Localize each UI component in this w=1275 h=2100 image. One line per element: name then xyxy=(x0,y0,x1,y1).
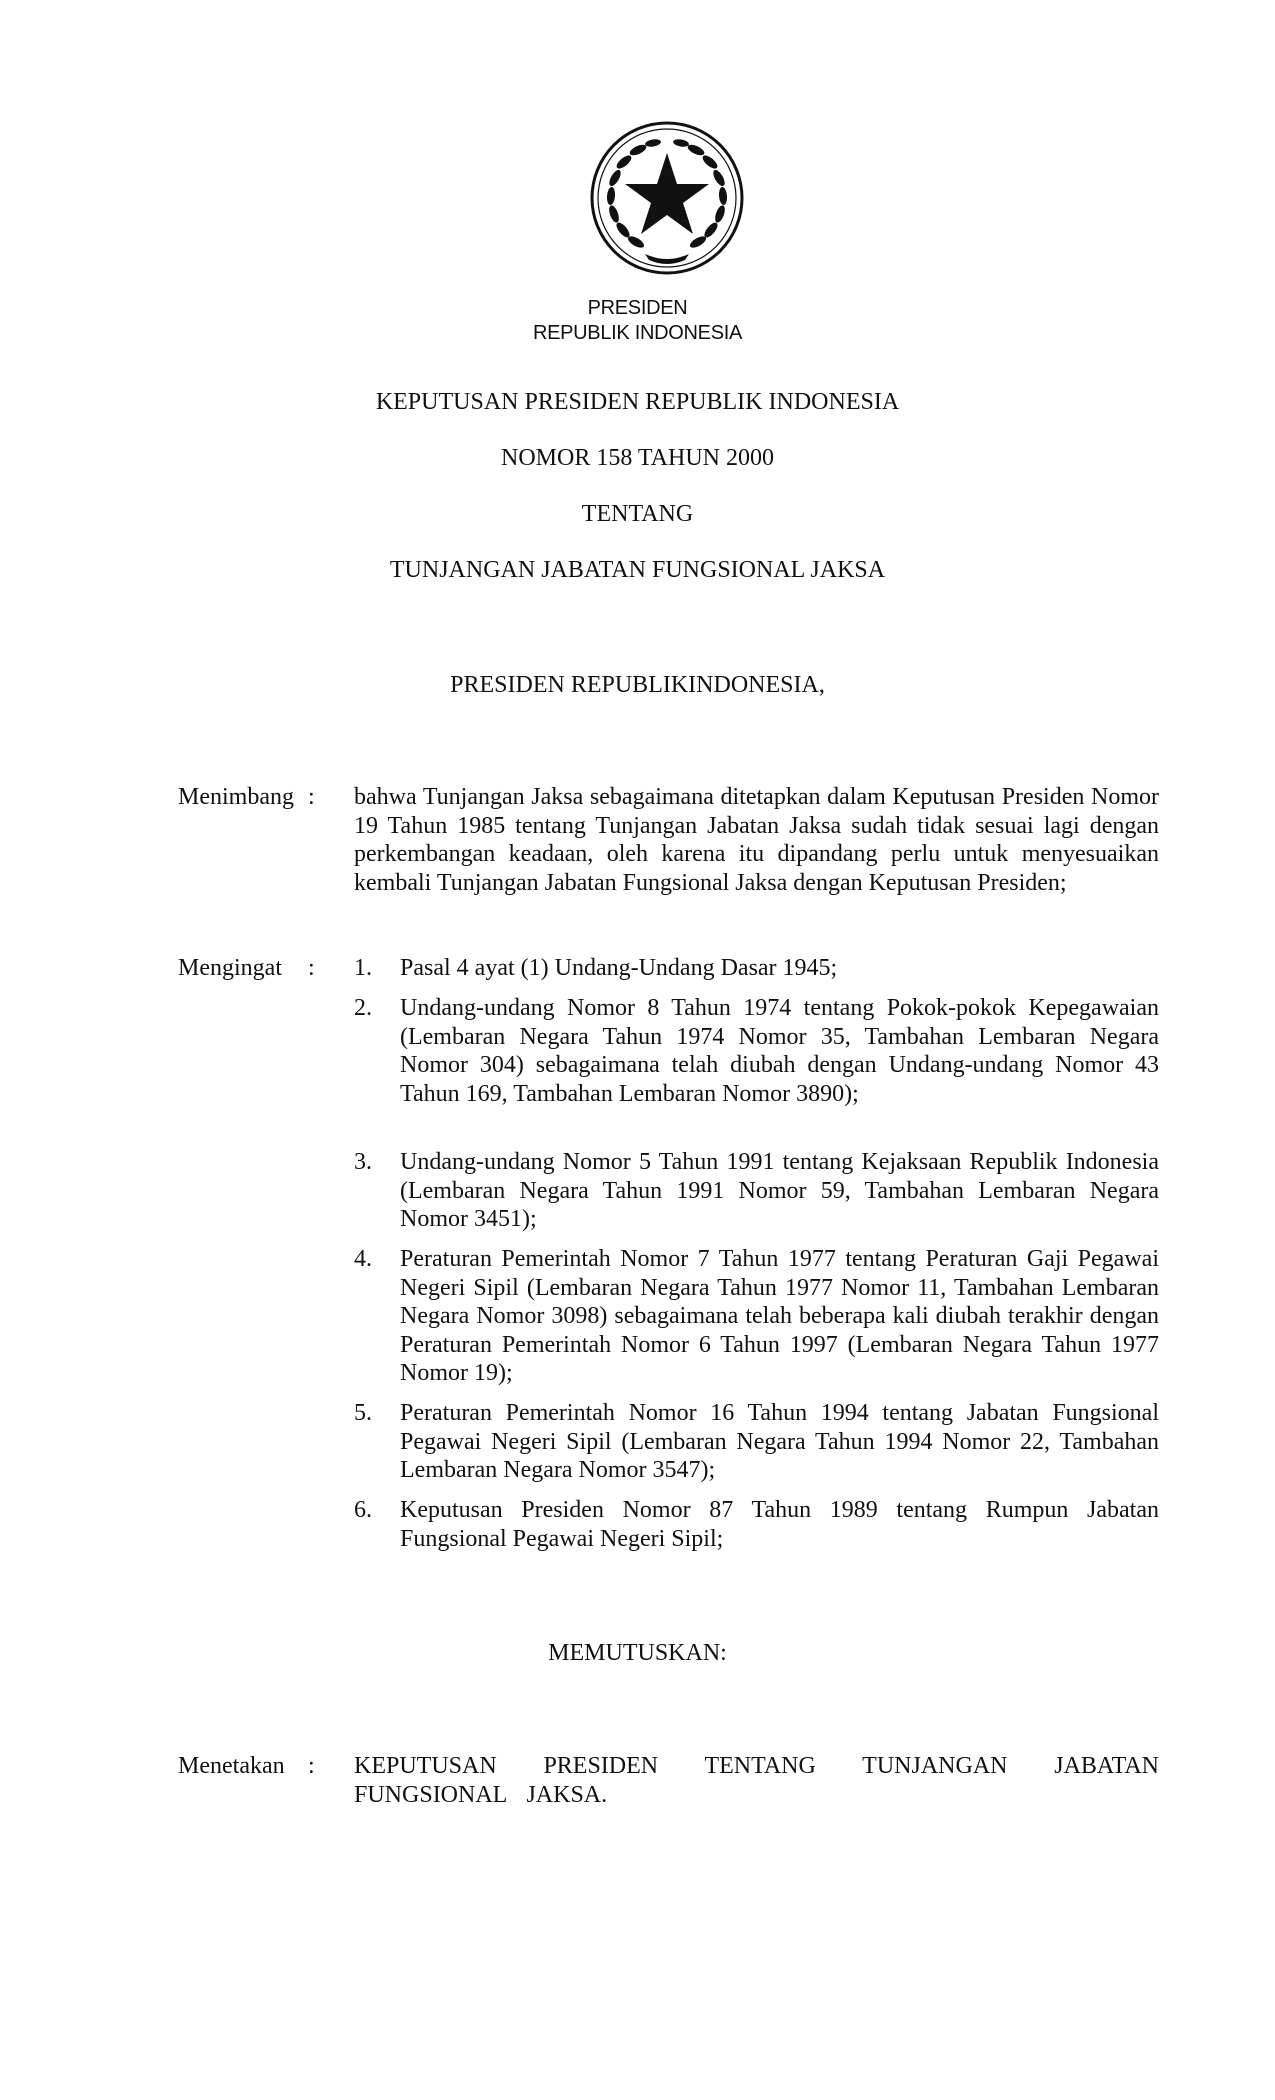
decree-number: NOMOR 158 TAHUN 2000 xyxy=(501,445,774,471)
emblem-caption-presiden: PRESIDEN xyxy=(587,297,688,319)
menetapkan-colon: : xyxy=(308,1753,315,1779)
mengingat-item-text: Pasal 4 ayat (1) Undang-Undang Dasar 1945; xyxy=(400,955,838,981)
mengingat-item-2 xyxy=(354,994,1159,1108)
mengingat-item-text: Peraturan Pemerintah Nomor 16 Tahun 1994 tentang Jabatan Fungsional Pegawai Negeri Sipil (Lembaran Negara Tahun 1994 Nomor 22, Tambahan Lembaran Negara Nomor 3547); xyxy=(400,1400,1159,1483)
mengingat-item-text: Undang-undang Nomor 5 Tahun 1991 tentang Kejaksaan Republik Indonesia (Lembaran Negara Tahun 1991 Nomor 59, Tambahan Lembaran Negara Nomor 3451); xyxy=(400,1149,1159,1232)
menimbang-label: Menimbang xyxy=(178,784,294,810)
menimbang-text: bahwa Tunjangan Jaksa sebagaimana ditetapkan dalam Keputusan Presiden Nomor 19 Tahun 1985 tentang Tunjangan Jabatan Jaksa sudah tidak sesuai lagi dengan perkembangan keadaan, oleh karena itu dipandang perlu untuk menyesuaikan kembali Tunjangan Jabatan Fungsional Jaksa dengan Keputusan Presiden; xyxy=(354,784,1159,896)
memutuskan-heading: MEMUTUSKAN: xyxy=(548,1640,727,1666)
mengingat-item-number: 4. xyxy=(354,1246,372,1272)
mengingat-item-1 xyxy=(354,954,1159,983)
mengingat-colon: : xyxy=(308,955,315,981)
emblem-caption-republik: REPUBLIK INDONESIA xyxy=(532,322,743,344)
presidential-emblem-icon xyxy=(587,118,747,278)
menetapkan-text: KEPUTUSAN PRESIDEN TENTANG TUNJANGAN JABATAN FUNGSIONAL JAKSA. xyxy=(354,1753,1159,1808)
menimbang-colon: : xyxy=(308,784,315,810)
decree-title: KEPUTUSAN PRESIDEN REPUBLIK INDONESIA xyxy=(375,389,900,415)
mengingat-item-6 xyxy=(354,1496,1159,1553)
mengingat-item-text: Undang-undang Nomor 8 Tahun 1974 tentang Pokok-pokok Kepegawaian (Lembaran Negara Tahun 1974 Nomor 35, Tambahan Lembaran Negara Nomor 304) sebagaimana telah diubah dengan Undang-undang Nomor 43 Tahun 169, Tambahan Lembaran Nomor 3890); xyxy=(400,995,1159,1107)
mengingat-item-number: 2. xyxy=(354,995,372,1021)
mengingat-item-text: Peraturan Pemerintah Nomor 7 Tahun 1977 tentang Peraturan Gaji Pegawai Negeri Sipil (Lembaran Negara Tahun 1977 Nomor 11, Tambahan Lembaran Negara Nomor 3098) sebagaimana telah beberapa kali diubah terakhir dengan Peraturan Pemerintah Nomor 6 Tahun 1997 (Lembaran Negara Tahun 1977 Nomor 19); xyxy=(400,1246,1159,1386)
mengingat-item-text: Keputusan Presiden Nomor 87 Tahun 1989 tentang Rumpun Jabatan Fungsional Pegawai Negeri Sipil; xyxy=(400,1497,1159,1552)
mengingat-item-number: 6. xyxy=(354,1497,372,1523)
mengingat-label: Mengingat xyxy=(178,955,282,981)
decree-subject: TUNJANGAN JABATAN FUNGSIONAL JAKSA xyxy=(389,557,886,583)
menetapkan-label: Menetakan xyxy=(178,1753,285,1779)
mengingat-item-3 xyxy=(354,1148,1159,1234)
decree-issuer: PRESIDEN REPUBLIKINDONESIA, xyxy=(450,672,825,698)
mengingat-item-number: 1. xyxy=(354,955,372,981)
mengingat-item-number: 5. xyxy=(354,1400,372,1426)
mengingat-item-number: 3. xyxy=(354,1149,372,1175)
mengingat-item-4 xyxy=(354,1245,1159,1388)
mengingat-item-5 xyxy=(354,1399,1159,1485)
decree-about: TENTANG xyxy=(581,501,694,527)
